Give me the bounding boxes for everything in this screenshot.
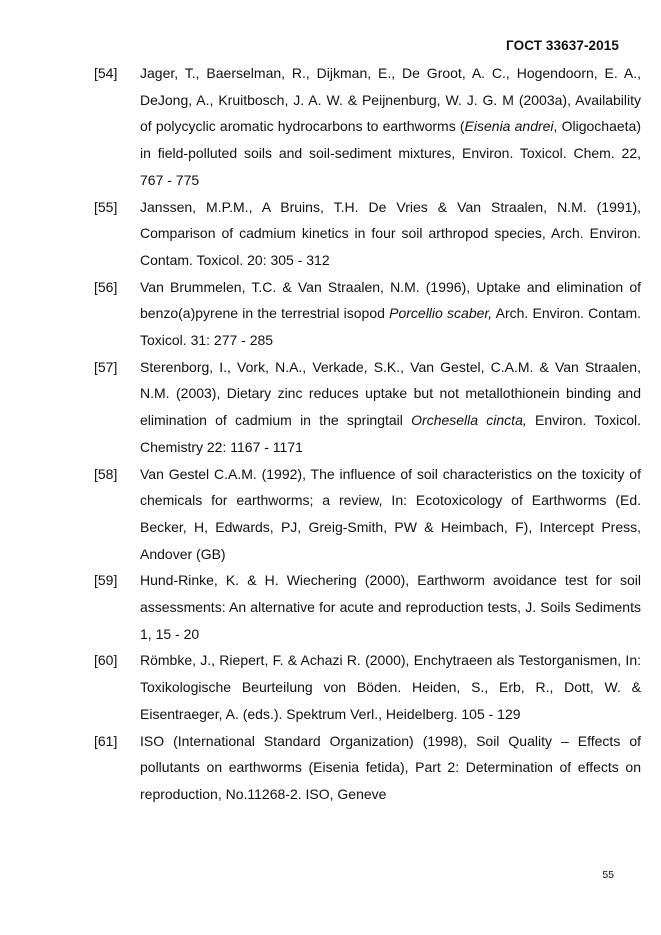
reference-text-segment: Van Gestel C.A.M. (1992), The influence of soil characteristics on the toxicity of chemicals for earthworms; a review, In: Ecotoxicology of Earthworms (Ed. Becker, H, Edwards, PJ, Greig-Smith, PW & Heimbach, F), Intercept Press, Andover (GB) bbox=[140, 465, 641, 562]
reference-text bbox=[140, 461, 641, 568]
reference-text-segment: Van Brummelen, T.C. & Van Straalen, N.M. (1996), Uptake and elimination of benzo(a)pyrene in the terrestrial isopod bbox=[140, 278, 641, 322]
species-name: Porcellio scaber, bbox=[389, 305, 493, 322]
reference-number: [57] bbox=[94, 358, 118, 375]
reference-text-segment: Sterenborg, I., Vork, N.A., Verkade, S.K., Van Gestel, C.A.M. & Van Straalen, N.M. (2003), Dietary zinc reduces uptake but not metallothionein binding and elimination of cadmium in the springtail bbox=[140, 358, 641, 429]
reference-text bbox=[140, 647, 641, 727]
reference-number: [59] bbox=[94, 572, 118, 589]
reference-text-segment: ISO (International Standard Organization) (1998), Soil Quality – Effects of pollutants on earthworms (Eisenia fetida), Part 2: Determination of effects on reproduction, No.11268-2. ISO, Geneve bbox=[140, 732, 641, 802]
reference-number: [61] bbox=[94, 732, 118, 749]
page-number: 55 bbox=[602, 869, 614, 881]
reference-text bbox=[140, 567, 641, 647]
reference-number: [56] bbox=[94, 278, 118, 295]
reference-text-segment: , Oligochaeta) in field-polluted soils and soil-sediment mixtures, Environ. Toxicol. Chem. 22, 767 - 775 bbox=[140, 118, 641, 188]
reference-entry bbox=[94, 194, 641, 274]
reference-number: [58] bbox=[94, 465, 118, 482]
reference-entry bbox=[94, 60, 641, 194]
reference-text-segment: Janssen, M.P.M., A Bruins, T.H. De Vries & Van Straalen, N.M. (1991), Comparison of cadmium kinetics in four soil arthropod species, Arch. Environ. Contam. Toxicol. 20: 305 - 312 bbox=[140, 198, 641, 268]
reference-text bbox=[140, 354, 641, 461]
reference-entry bbox=[94, 354, 641, 461]
reference-text bbox=[140, 728, 641, 808]
reference-entry bbox=[94, 461, 641, 568]
reference-entry bbox=[94, 728, 641, 808]
reference-number: [55] bbox=[94, 198, 118, 215]
reference-text-segment: Environ. Toxicol. Chemistry 22: 1167 - 1171 bbox=[140, 412, 641, 455]
reference-entry bbox=[94, 647, 641, 727]
reference-list bbox=[94, 60, 641, 808]
species-name: Orchesella cincta, bbox=[411, 412, 527, 429]
species-name: Eisenia andrei bbox=[464, 118, 554, 135]
document-standard-header: ГОСТ 33637-2015 bbox=[506, 38, 619, 53]
reference-entry bbox=[94, 567, 641, 647]
reference-text bbox=[140, 274, 641, 354]
reference-text bbox=[140, 194, 641, 274]
reference-text-segment: Römbke, J., Riepert, F. & Achazi R. (2000), Enchytraeen als Testorganismen, In: Toxikologische Beurteilung von Böden. Heiden, S., Erb, R., Dott, W. & Eisentraeger, A. (eds.). Spektrum Verl., Heidelberg. 105 - 129 bbox=[140, 652, 641, 722]
reference-entry bbox=[94, 274, 641, 354]
reference-text-segment: Jager, T., Baerselman, R., Dijkman, E., De Groot, A. C., Hogendoorn, E. A., DeJong, A., Kruitbosch, J. A. W. & Peijnenburg, W. J. G. M (2003a), Availability of polycyclic aromatic hydrocarbons to earthworms ( bbox=[140, 65, 641, 135]
reference-text-segment: Arch. Environ. Contam. Toxicol. 31: 277 - 285 bbox=[140, 305, 642, 349]
reference-text-segment: Hund-Rinke, K. & H. Wiechering (2000), Earthworm avoidance test for soil assessments: An alternative for acute and reproduction tests, J. Soils Sediments 1, 15 - 20 bbox=[140, 572, 641, 642]
reference-number: [60] bbox=[94, 652, 118, 669]
reference-number: [54] bbox=[94, 65, 118, 81]
reference-text bbox=[140, 60, 641, 194]
